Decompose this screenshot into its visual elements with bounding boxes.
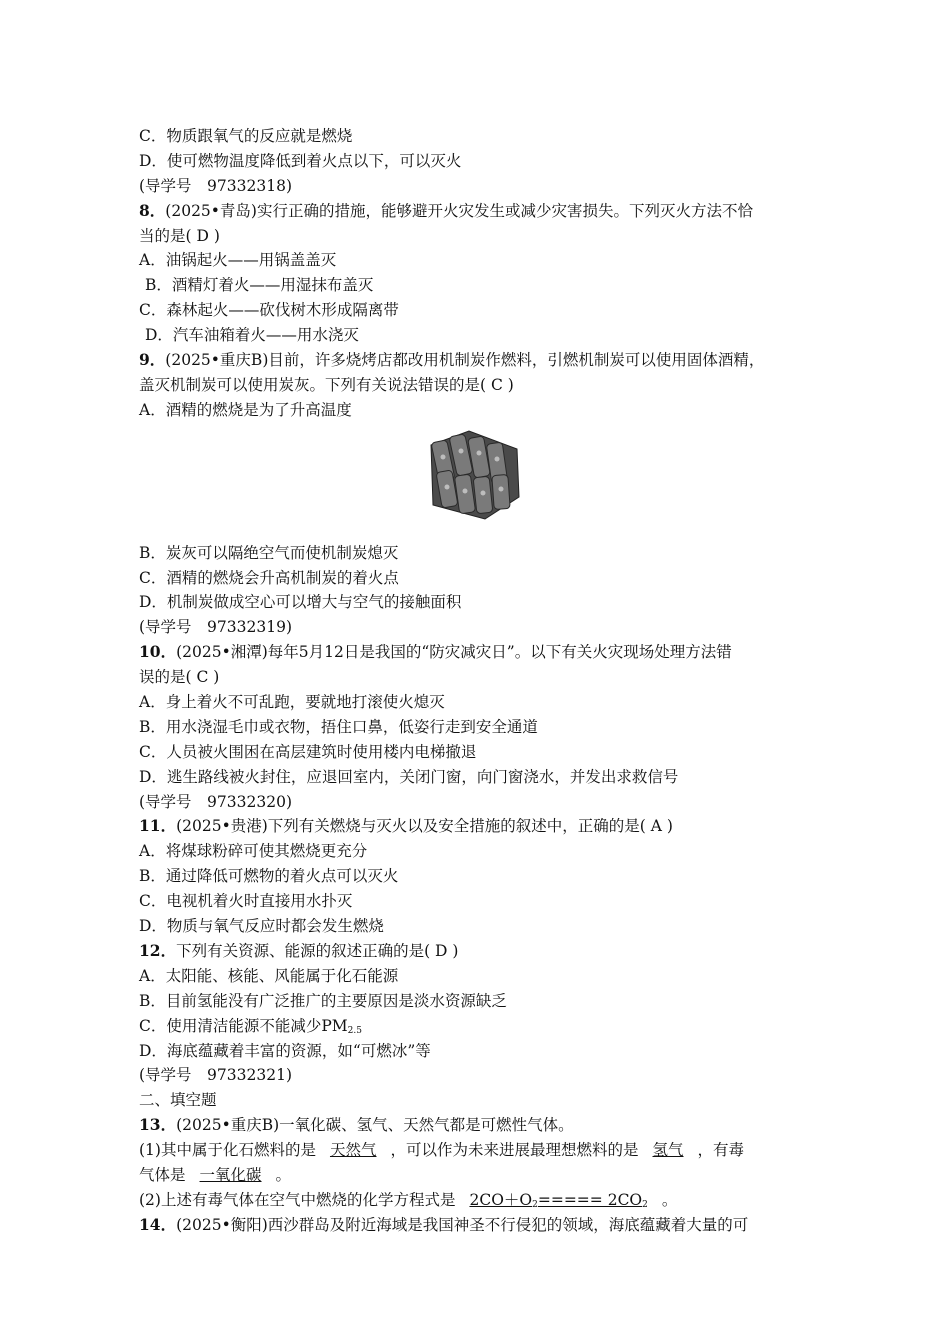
option-line: A．将煤球粉碎可使其燃烧更充分: [139, 842, 368, 861]
guide-number: (导学号 97332318): [139, 176, 292, 195]
subscript: 2.5: [347, 1025, 362, 1036]
question-11: [139, 814, 829, 839]
question-14: [139, 1213, 829, 1238]
question-text-cont: 当的是( D ): [139, 226, 220, 245]
question-number: 8．: [139, 200, 166, 220]
question-text: 下列有关资源、能源的叙述正确的是( D ): [176, 941, 459, 960]
question-number: 14．: [139, 1214, 177, 1234]
fill-line: [139, 1188, 829, 1213]
guide-number: (导学号 97332320): [139, 792, 292, 811]
option-line: C．电视机着火时直接用水扑灭: [139, 892, 353, 911]
answer-blank: 氢气: [652, 1141, 684, 1160]
fill-line: [139, 1138, 829, 1163]
subscript: 2: [532, 1199, 538, 1210]
question-text: (2025•青岛)实行正确的措施，能够避开火灾发生或减少灾害损失。下列灭火方法不恰: [165, 201, 753, 220]
guide-number: (导学号 97332319): [139, 618, 292, 637]
option-line: D．物质与氧气反应时都会发生燃烧: [139, 917, 384, 936]
option-line: A．身上着火不可乱跑，要就地打滚使火熄灭: [139, 693, 445, 712]
option-line: B．炭灰可以隔绝空气而使机制炭熄灭: [139, 543, 399, 562]
answer-blank: 一氧化碳: [199, 1165, 262, 1184]
document-page: [139, 124, 829, 1238]
subscript: 2: [642, 1199, 648, 1210]
option-line: B．酒精灯着火——用湿抹布盖灭: [145, 276, 374, 295]
option-text: C．使用清洁能源不能减少PM: [139, 1016, 348, 1035]
question-text-cont: 误的是( C ): [139, 668, 220, 687]
option-line: C．人员被火围困在高层建筑时使用楼内电梯撤退: [139, 742, 477, 761]
option-line: B．通过降低可燃物的着火点可以灭火: [139, 867, 399, 886]
option-line: A．太阳能、核能、风能属于化石能源: [139, 966, 399, 985]
option-line: A．油锅起火——用锅盖盖灭: [139, 251, 337, 270]
option-line: A．酒精的燃烧是为了升高温度: [139, 400, 352, 419]
question-number: 11．: [139, 816, 177, 836]
option-line: C．物质跟氧气的反应就是燃烧: [139, 127, 353, 145]
guide-number: (导学号 97332321): [139, 1066, 292, 1085]
question-text: (2025•贵港)下列有关燃烧与灭火以及安全措施的叙述中，正确的是( A ): [176, 817, 673, 836]
fill-text: 。: [275, 1165, 292, 1184]
question-number: 10．: [139, 642, 177, 662]
answer-blank: 天然气: [329, 1141, 377, 1160]
option-line: D．海底蕴藏着丰富的资源，如“可燃冰”等: [139, 1041, 431, 1060]
question-text: (2025•重庆B)目前，许多烧烤店都改用机制炭作燃料，引燃机制炭可以使用固体酒精，: [165, 351, 765, 370]
question-number: 13．: [139, 1115, 177, 1135]
question-text: (2025•湘潭)每年5月12日是我国的“防灾减灾日”。以下有关火灾现场处理方法错: [176, 643, 732, 662]
equation-part: 2CO＋O: [469, 1190, 533, 1209]
option-line: C．酒精的燃烧会升高机制炭的着火点: [139, 568, 399, 587]
option-line: D．使可燃物温度降低到着火点以下，可以灭火: [139, 151, 462, 170]
option-line: D．机制炭做成空心可以增大与空气的接触面积: [139, 593, 462, 612]
option-line: D．汽车油箱着火——用水浇灭: [145, 326, 359, 345]
option-line: C．森林起火——砍伐树木形成隔离带: [139, 301, 399, 320]
charcoal-briquettes-image: [425, 427, 523, 537]
fill-line: [139, 1163, 829, 1188]
option-line: D．逃生路线被火封住，应退回室内，关闭门窗，向门窗浇水，并发出求救信号: [139, 767, 679, 786]
option-line: [139, 1014, 829, 1039]
section-heading: 二、填空题: [139, 1091, 217, 1110]
question-number: 12．: [139, 940, 177, 960]
fill-text: ，可以作为未来进展最理想燃料的是: [390, 1141, 639, 1160]
fill-text: ，有毒: [697, 1141, 745, 1160]
question-8: [139, 199, 829, 224]
option-line: B．用水浇湿毛巾或衣物，捂住口鼻，低姿行走到安全通道: [139, 717, 538, 736]
question-10: [139, 640, 829, 665]
question-text: (2025•衡阳)西沙群岛及附近海域是我国神圣不行侵犯的领域，海底蕴藏着大量的可: [176, 1215, 749, 1234]
option-line: B．目前氢能没有广泛推广的主要原因是淡水资源缺乏: [139, 991, 507, 1010]
question-text-cont: 盖灭机制炭可以使用炭灰。下列有关说法错误的是( C ): [139, 375, 514, 394]
charcoal-image: [139, 423, 829, 541]
question-9: [139, 348, 829, 373]
question-12: [139, 939, 829, 964]
fill-text: (2)上述有毒气体在空气中燃烧的化学方程式是: [139, 1190, 456, 1209]
equation-part: ===== 2CO: [537, 1190, 643, 1209]
fill-text: (1)其中属于化石燃料的是: [139, 1141, 316, 1160]
fill-text: 。: [661, 1190, 678, 1209]
answer-blank-equation: [455, 1191, 661, 1209]
fill-text: 气体是: [139, 1165, 186, 1184]
question-13: [139, 1113, 829, 1138]
question-text: (2025•重庆B)一氧化碳、氢气、天然气都是可燃性气体。: [176, 1116, 574, 1135]
question-number: 9．: [139, 350, 166, 370]
